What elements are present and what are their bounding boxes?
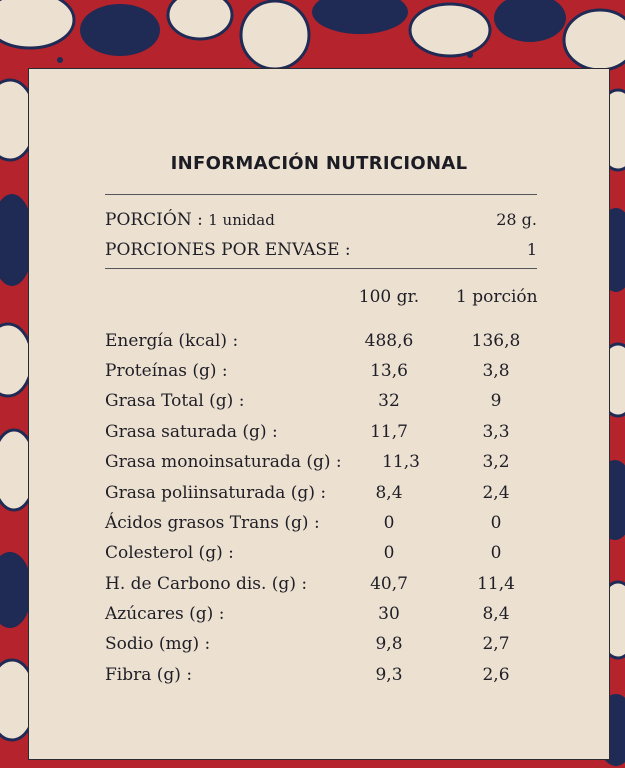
nutrient-row: [29, 604, 609, 630]
divider-top: [105, 194, 537, 195]
nutrient-row: [29, 483, 609, 509]
nutrient-value-serving: 0: [490, 513, 502, 533]
servings-per-package-value: 1: [526, 240, 537, 259]
nutrient-label: Proteínas (g) :: [105, 361, 228, 381]
nutrient-row: [29, 452, 609, 478]
nutrition-facts-card: [28, 68, 610, 760]
nutrient-value-100g: 11,3: [382, 452, 420, 472]
nutrient-value-100g: 8,4: [375, 483, 403, 503]
nutrient-value-100g: 9,8: [375, 634, 403, 654]
nutrient-value-100g: 0: [383, 543, 395, 563]
nutrient-row: [29, 574, 609, 600]
nutrient-value-serving: 8,4: [482, 604, 510, 624]
nutrient-value-serving: 3,8: [482, 361, 510, 381]
column-header-row: [29, 287, 609, 313]
nutrient-row: [29, 331, 609, 357]
nutrient-label: Ácidos grasos Trans (g) :: [105, 513, 320, 533]
nutrient-label: Grasa Total (g) :: [105, 391, 245, 411]
serving-value: 28 g.: [496, 210, 537, 229]
nutrient-value-serving: 2,7: [482, 634, 510, 654]
servings-per-package-label: PORCIONES POR ENVASE :: [105, 240, 351, 260]
nutrient-label: H. de Carbono dis. (g) :: [105, 574, 308, 594]
nutrient-label: Grasa saturada (g) :: [105, 422, 278, 442]
nutrient-value-serving: 2,4: [482, 483, 510, 503]
column-header-serving: 1 porción: [456, 287, 538, 307]
nutrient-row: [29, 391, 609, 417]
nutrient-row: [29, 361, 609, 387]
nutrient-value-100g: 11,7: [370, 422, 408, 442]
divider-middle: [105, 268, 537, 269]
nutrient-label: Fibra (g) :: [105, 665, 193, 685]
nutrient-label: Azúcares (g) :: [105, 604, 225, 624]
column-header-100g: 100 gr.: [358, 287, 420, 307]
nutrient-value-100g: 0: [383, 513, 395, 533]
nutrient-row: [29, 543, 609, 569]
nutrition-title: INFORMACIÓN NUTRICIONAL: [170, 153, 468, 174]
nutrient-row: [29, 513, 609, 539]
nutrient-value-100g: 30: [378, 604, 400, 624]
nutrient-value-100g: 40,7: [370, 574, 408, 594]
nutrient-value-serving: 9: [490, 391, 502, 411]
nutrient-value-serving: 3,3: [482, 422, 510, 442]
nutrient-value-serving: 3,2: [482, 452, 510, 472]
nutrient-row: [29, 634, 609, 660]
nutrient-value-100g: 9,3: [375, 665, 403, 685]
serving-label-text: PORCIÓN :: [105, 210, 203, 230]
serving-label: [105, 210, 275, 230]
nutrient-label: Sodio (mg) :: [105, 634, 211, 654]
servings-per-package-row: [29, 240, 609, 266]
serving-unit-text: 1 unidad: [208, 211, 275, 229]
nutrient-value-100g: 13,6: [370, 361, 408, 381]
nutrient-label: Grasa monoinsaturada (g) :: [105, 452, 342, 472]
serving-row: [29, 210, 609, 236]
nutrient-value-serving: 2,6: [482, 665, 510, 685]
nutrient-label: Energía (kcal) :: [105, 331, 239, 351]
nutrient-value-serving: 11,4: [477, 574, 515, 594]
nutrient-row: [29, 665, 609, 691]
nutrient-value-100g: 32: [378, 391, 400, 411]
nutrient-label: Colesterol (g) :: [105, 543, 234, 563]
nutrient-value-serving: 0: [490, 543, 502, 563]
nutrient-row: [29, 422, 609, 448]
nutrient-value-serving: 136,8: [471, 331, 521, 351]
nutrient-label: Grasa poliinsaturada (g) :: [105, 483, 327, 503]
nutrient-value-100g: 488,6: [364, 331, 414, 351]
